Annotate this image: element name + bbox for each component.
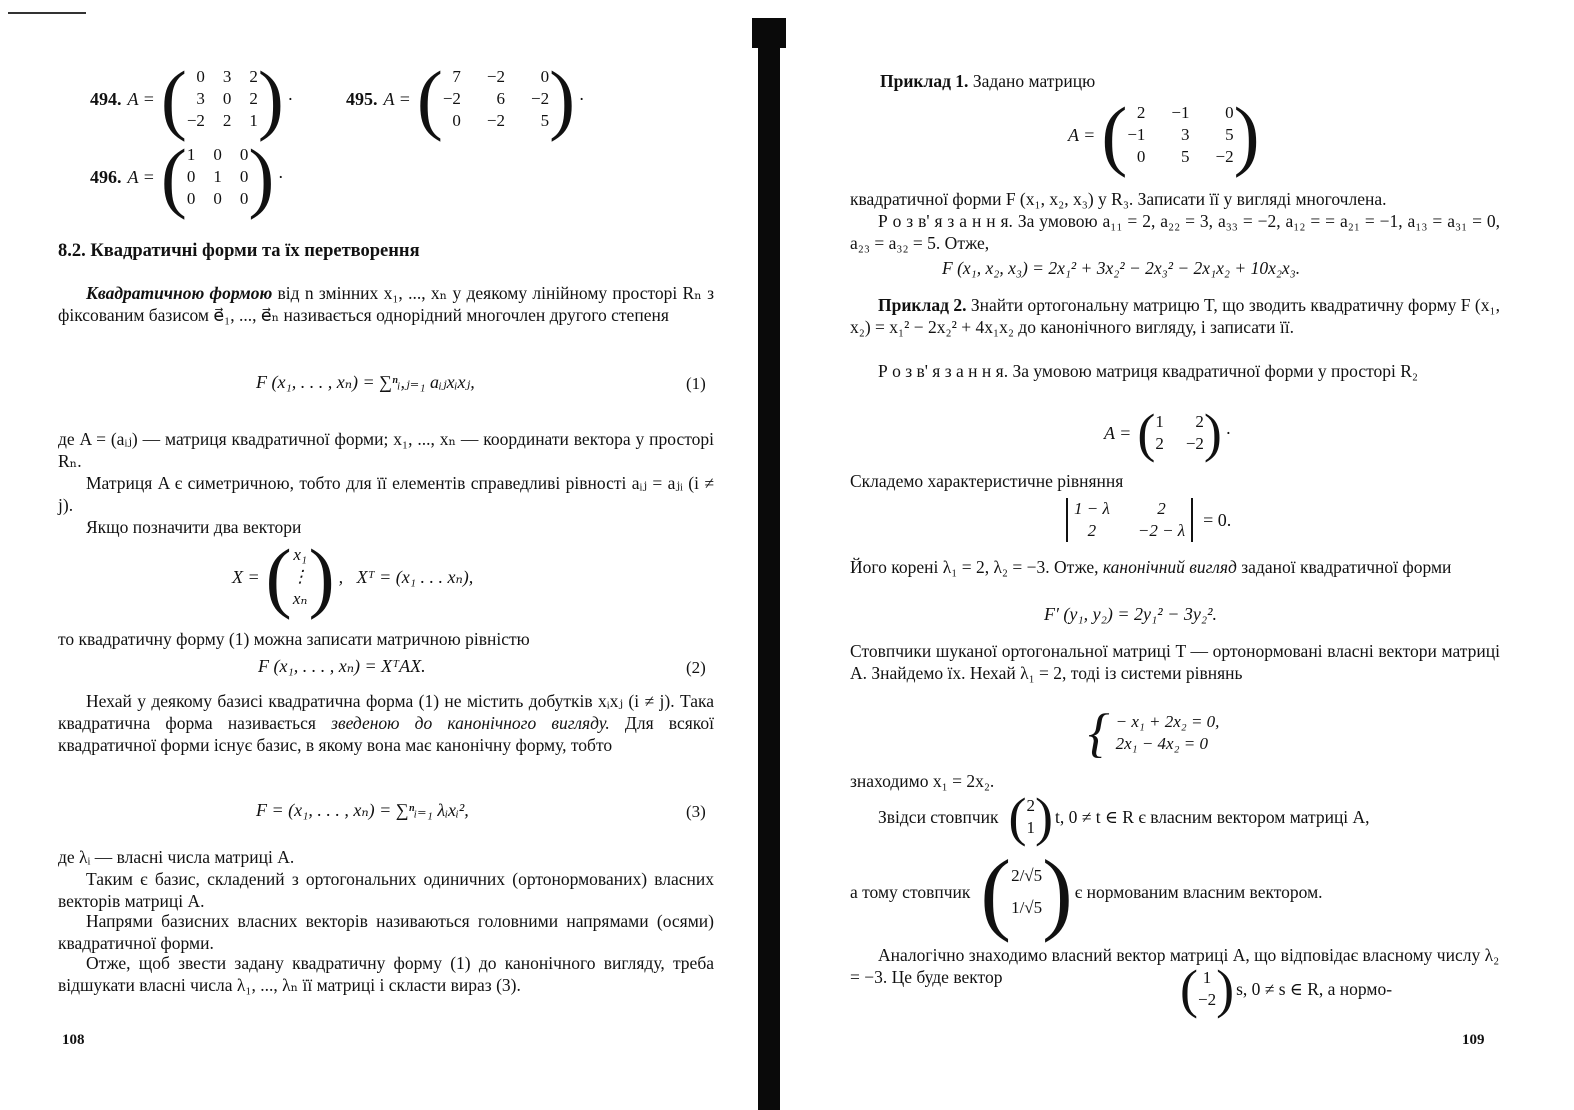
example-2-matrix-cell: −2 (1185, 434, 1204, 453)
eigenvector-1-cell: 1 (1026, 818, 1036, 837)
vector-x: X = ( x₁ ⋮ xₙ ) , Xᵀ = (x₁ . . . xₙ), (232, 533, 474, 620)
example-1-matrix-cell: 5 (1181, 147, 1190, 166)
example-2-statement: Приклад 2. Знайти ортогональну матрицю T, що зводить квадратичну форму F (x₁, x₂) = x₁² − 2x₂² + 4x₁x₂ до канонічного вигляду, і записати її. (850, 295, 1500, 337)
solution-1-equation: F (x₁, x₂, x₃) = 2x₁² + 3x₂² − 2x₃² − 2x₁x₂ + 10x₂x₃. (942, 258, 1301, 278)
determinant-cell: 2 (1087, 521, 1097, 540)
paragraph-symmetric: Матриця A є симетричною, тобто для її елементів справедливі рівності aᵢⱼ = aⱼᵢ (i ≠ j). (58, 473, 714, 515)
normalized-eigenvector-1: а тому стовпчик ( 2/√5 1/√5 ) є нормованим власним вектором. (850, 841, 1323, 943)
left-page (0, 0, 770, 1110)
equation-system: { − x₁ + 2x₂ = 0, 2x₁ − 4x₂ = 0 (1088, 703, 1220, 763)
matrix-496-cell: 0 (239, 145, 249, 164)
equation-system-grid (1116, 711, 1220, 755)
matrix-494-cell: 2 (249, 89, 258, 108)
matrix-494-cell: 2 (249, 67, 258, 86)
solution-1: Р о з в' я з а н н я. За умовою a₁₁ = 2, a₂₂ = 3, a₃₃ = −2, a₁₂ = = a₂₁ = −1, a₁₃ = a₃₁ = 0, a₂₃ = a₃₂ = 5. Отже, (850, 211, 1501, 253)
matrix-496-cell: 0 (239, 189, 249, 208)
example-1-matrix-cell: 5 (1225, 125, 1234, 144)
paragraph-matrix-def: де A = (aᵢⱼ) — матриця квадратичної форми; x₁, ..., xₙ — координати вектора у просторі Rₙ. (58, 429, 714, 471)
paragraph-two-vectors: Якщо позначити два вектори (86, 517, 302, 537)
example-2-matrix-cell: 2 (1195, 412, 1204, 431)
matrix-494-cell: 0 (196, 67, 205, 86)
paragraph-definition: Квадратичною формою від n змінних x₁, ..., xₙ у деякому лінійному просторі Rₙ з фіксованим базисом e⃗₁, ..., e⃗ₙ називається однорідний многочлен другого степеня (58, 283, 714, 325)
matrix-496-cell: 0 (213, 189, 222, 208)
vector-x-cell: x₁ (293, 545, 307, 564)
paragraph-eigenvalues: де λᵢ — власні числа матриці A. (58, 847, 295, 867)
paragraph-principal-axes: Напрями базисних власних векторів називаються головними напрямами (осями) квадратичної форми. (58, 911, 714, 953)
matrix-495-cell: 7 (452, 67, 461, 86)
example-1-matrix-cell: 0 (1225, 103, 1234, 122)
equation-2: F (x₁, . . . , xₙ) = XᵀAX. (258, 656, 426, 676)
matrix-494-cell: 0 (222, 89, 232, 108)
matrix-495-cell: −2 (531, 89, 550, 108)
equation-3-number: (3) (686, 802, 706, 821)
matrix-495: 495. A = ( 7 −2 0 −2 6 −2 0 −2 5 ) · (346, 55, 584, 142)
matrix-496-cell: 0 (239, 167, 249, 186)
eigenvector-2-cell: −2 (1197, 990, 1217, 1009)
matrix-494-cell: 1 (249, 111, 258, 130)
system-equation-cell: − x₁ + 2x₂ = 0, (1115, 712, 1220, 731)
equation-1-number: (1) (686, 374, 706, 393)
eigenvector-1-grid (1027, 795, 1036, 839)
eigenvector-2-column: ( 1 −2 ) s, 0 ≠ s ∈ R, а нормо- (1180, 959, 1393, 1019)
characteristic-intro: Складемо характеристичне рівняння (850, 471, 1124, 491)
section-title: 8.2. Квадратичні форми та їх перетворення (58, 241, 420, 261)
matrix-495-cell: 6 (496, 89, 505, 108)
system-equation-cell: 2x₁ − 4x₂ = 0 (1115, 734, 1208, 753)
example-1-matrix-cell: 3 (1181, 125, 1190, 144)
normalized-eigenvector-1-cell: 2/√5 (1011, 866, 1043, 885)
matrix-495-grid (443, 66, 549, 132)
matrix-496-cell: 0 (186, 167, 196, 186)
example-1-matrix-grid (1127, 102, 1233, 168)
equation-3: F = (x₁, . . . , xₙ) = ∑ⁿᵢ₌₁ λᵢxᵢ², (256, 800, 469, 820)
example-2-matrix: A = ( 1 2 2 −2 ) · (1104, 403, 1231, 463)
eigenvector-1-cell: 2 (1026, 796, 1036, 815)
example-1-statement: квадратичної форми F (x₁, x₂, x₃) у R₃. Записати її у вигляді многочлена. (850, 189, 1387, 209)
matrix-496-cell: 0 (213, 145, 222, 164)
matrix-496-cell: 1 (186, 145, 196, 164)
vector-x-cell: ⋮ (291, 567, 309, 586)
matrix-494-cell: 2 (222, 111, 232, 130)
eigenvector-paragraph: Стовпчики шуканої ортогональної матриці T — ортонормовані власні вектори матриці A. Знайдемо їх. Нехай λ₁ = 2, тоді із системи рівнянь (850, 641, 1500, 683)
right-page (792, 0, 1574, 1110)
determinant-grid (1074, 498, 1185, 542)
matrix-495-cell: −2 (486, 111, 505, 130)
paragraph-basis: Таким є базис, складений з ортогональних одиничних (ортонормованих) власних векторів матриці A. (58, 869, 714, 911)
equation-1: F (x₁, . . . , xₙ) = ∑ⁿᵢ,ⱼ₌₁ aᵢⱼxᵢxⱼ, (256, 372, 475, 392)
example-1-matrix: A = ( 2 −1 0 −1 3 5 0 5 −2 ) (1068, 91, 1260, 178)
matrix-495-cell: −2 (486, 67, 505, 86)
matrix-496-grid (187, 144, 249, 210)
determinant-cell: 1 − λ (1074, 499, 1110, 518)
matrix-496-cell: 1 (213, 167, 222, 186)
vector-x-grid (292, 544, 309, 610)
matrix-495-cell: 5 (540, 111, 550, 130)
example-1-matrix-cell: −1 (1127, 125, 1146, 144)
matrix-494-grid (187, 66, 258, 132)
normalized-eigenvector-1-grid (1011, 865, 1042, 919)
roots-paragraph: Його корені λ₁ = 2, λ₂ = −3. Отже, канонічний вигляд заданої квадратичної форми (850, 557, 1452, 577)
paragraph-procedure: Отже, щоб звести задану квадратичну форму (1) до канонічного вигляду, треба відшукати власні числа λ₁, ..., λₙ її матриці і скласти вираз (3). (58, 953, 714, 995)
example-1-intro: Приклад 1. Задано матрицю (880, 71, 1096, 91)
eigenvector-2-cell: 1 (1202, 968, 1212, 987)
solution-2: Р о з в' я з а н н я. За умовою матриця квадратичної форми у просторі R₂ (878, 361, 1419, 381)
example-1-matrix-cell: 2 (1136, 103, 1146, 122)
page-number-left: 108 (62, 1032, 85, 1048)
eigenvector-2-grid (1198, 967, 1216, 1011)
matrix-495-cell: −2 (442, 89, 461, 108)
matrix-496: 496. A = ( 1 0 0 0 1 0 0 0 0 ) · (90, 133, 283, 220)
matrix-494-cell: 3 (196, 89, 205, 108)
matrix-494: 494. A = ( 0 3 2 3 0 2 −2 2 1 ) · (90, 55, 293, 142)
matrix-495-cell: 0 (540, 67, 550, 86)
vector-x-cell: xₙ (292, 589, 308, 608)
example-2-matrix-cell: 2 (1155, 434, 1164, 453)
matrix-496-cell: 0 (186, 189, 196, 208)
matrix-495-cell: 0 (452, 111, 461, 130)
eigenvector-2: Аналогічно знаходимо власний вектор матриці A, що відповідає власному числу λ₂ = −3. Це буде вектор (850, 945, 1500, 987)
eigenvector-1: Звідси стовпчик ( 2 1 ) t, 0 ≠ t ∈ R є власним вектором матриці A, (878, 787, 1370, 847)
determinant-cell: −2 − λ (1137, 521, 1186, 540)
matrix-494-cell: 3 (222, 67, 232, 86)
solution-x1: знаходимо x₁ = 2x₂. (850, 771, 995, 791)
page-number-right: 109 (1462, 1032, 1485, 1048)
normalized-eigenvector-1-cell: 1/√5 (1011, 898, 1043, 917)
canonical-equation: F′ (y₁, y₂) = 2y₁² − 3y₂². (1044, 604, 1217, 624)
paragraph-matrix-form: то квадратичну форму (1) можна записати матричною рівністю (58, 629, 530, 649)
matrix-494-cell: −2 (186, 111, 205, 130)
example-1-matrix-cell: 0 (1136, 147, 1146, 166)
example-2-matrix-cell: 1 (1155, 412, 1164, 431)
paragraph-canonical: Нехай у деякому базисі квадратична форма (1) не містить добутків xᵢxⱼ (i ≠ j). Така квадратична форма називається зведеною до канонічного вигляду. Для всякої квадратичної форми існує базис, в якому вона має канонічну форму, тобто (58, 691, 714, 755)
equation-2-number: (2) (686, 658, 706, 677)
example-2-matrix-grid (1155, 411, 1204, 455)
determinant-cell: 2 (1157, 499, 1166, 518)
characteristic-determinant: 1 − λ 2 2 −2 − λ = 0. (1060, 498, 1231, 542)
example-1-matrix-cell: −2 (1215, 147, 1234, 166)
example-1-matrix-cell: −1 (1171, 103, 1190, 122)
